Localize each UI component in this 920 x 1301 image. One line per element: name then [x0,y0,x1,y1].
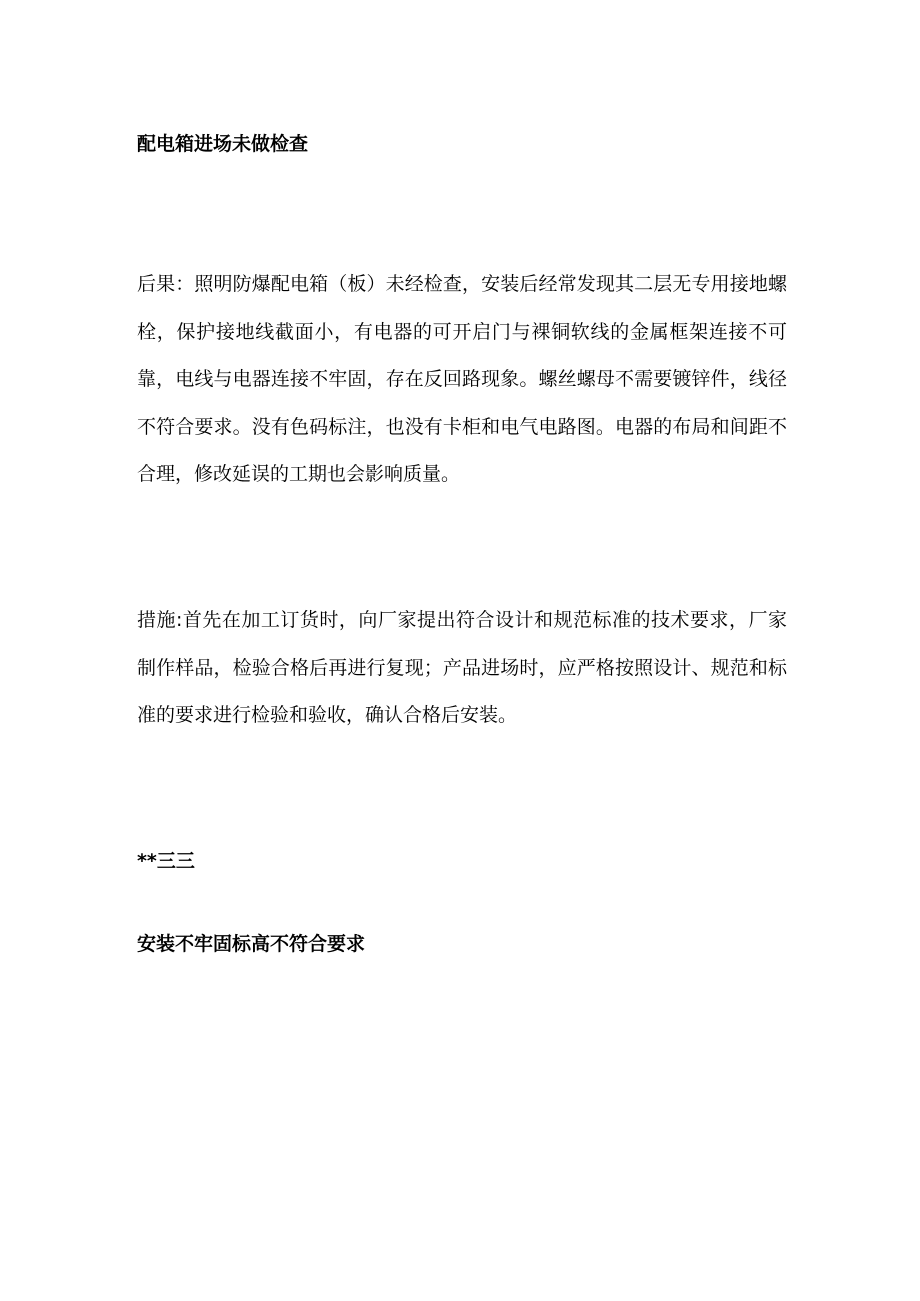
section-number: **三三 [137,850,195,872]
consequence-paragraph: 后果：照明防爆配电箱（板）未经检查，安装后经常发现其二层无专用接地螺栓，保护接地线截面小，有电器的可开启门与裸铜软线的金属框架连接不可靠，电线与电器连接不牢固，存在反回路现象。螺丝螺母不需要镀锌件，线径不符合要求。没有色码标注，也没有卡柜和电气电路图。电器的布局和间距不合理，修改延误的工期也会影响质量。 [137,273,787,485]
measures-paragraph: 措施:首先在加工订货时，向厂家提出符合设计和规范标准的技术要求，厂家制作样品，检验合格后再进行复现；产品进场时，应严格按照设计、规范和标准的要求进行检验和验收，确认合格后安装。 [137,609,787,726]
section-title-installation-elevation: 安装不牢固标高不符合要求 [137,933,366,955]
section-title-distribution-box-inspection: 配电箱进场未做检查 [137,133,309,155]
